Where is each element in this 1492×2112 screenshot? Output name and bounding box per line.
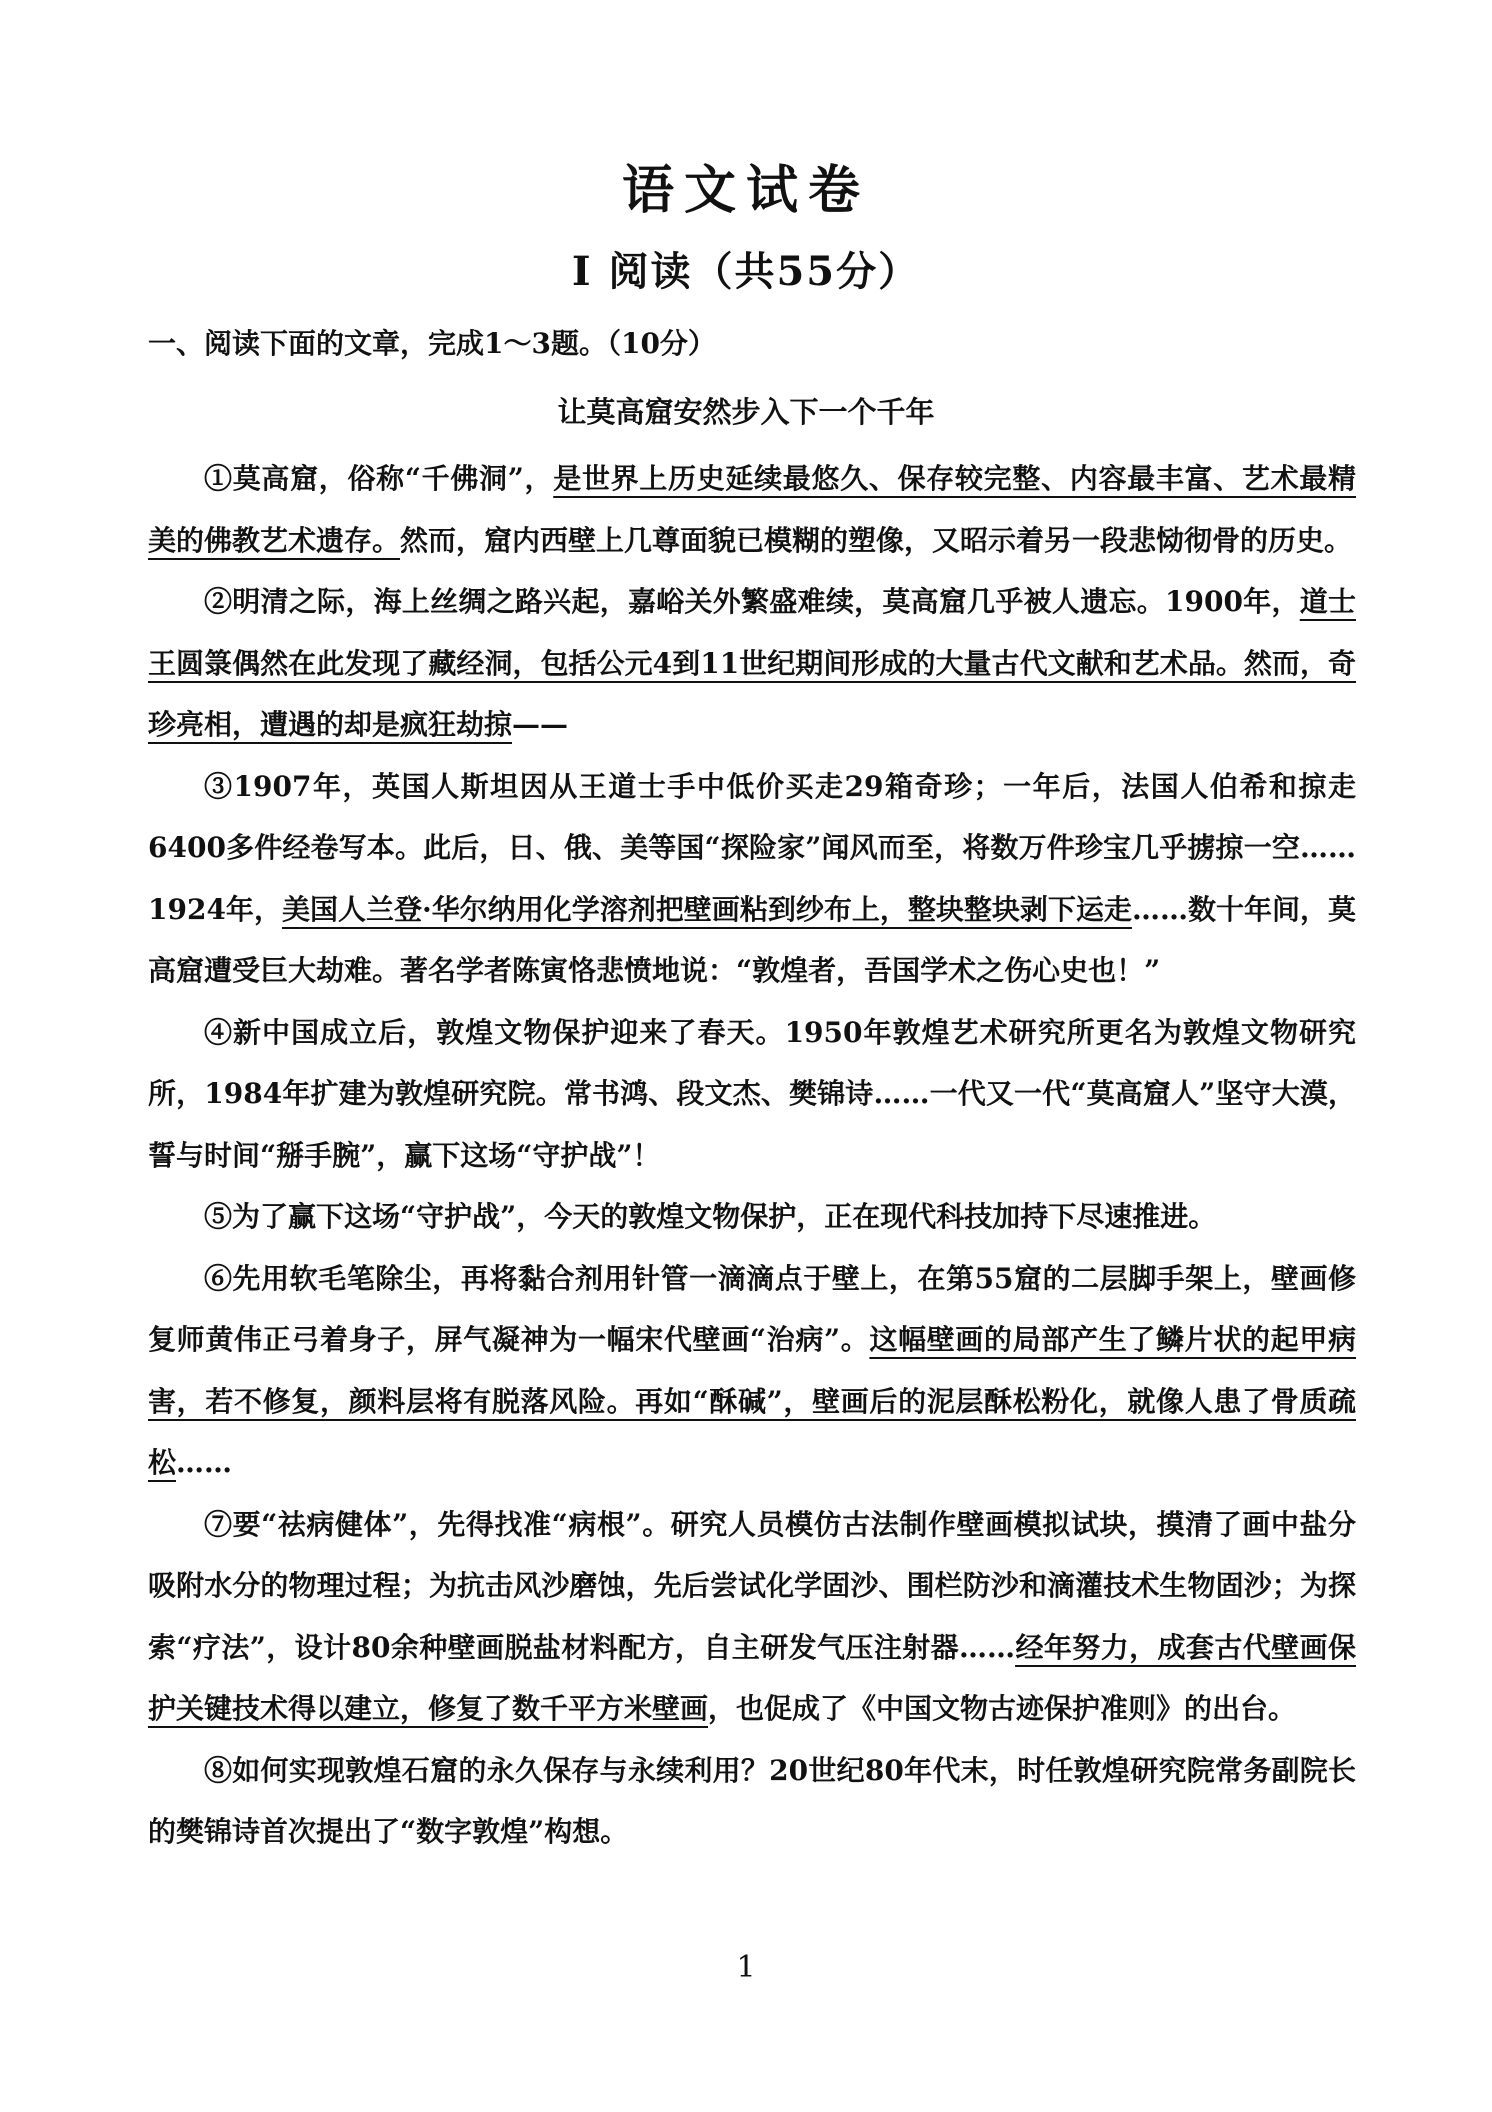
- paragraph-text: ①莫高窟，俗称“千佛洞”，: [204, 462, 554, 495]
- section-title: Ⅰ 阅读（共55分）: [571, 248, 921, 295]
- paragraph-1: [148, 448, 1356, 571]
- paragraph-6: [148, 1248, 1356, 1494]
- paragraph-text: ⑤为了赢下这场“守护战”，今天的敦煌文物保护，正在现代科技加持下尽速推进。: [204, 1200, 1217, 1233]
- article-body: [148, 448, 1356, 1863]
- paragraph-text: ，也促成了《中国文物古迹保护准则》的出台。: [708, 1692, 1297, 1725]
- paragraph-5: [148, 1186, 1356, 1248]
- underlined-text: 道士王圆箓偶然在此发现了藏经洞，包括公元4到11世纪期间形成的大量古代文献和艺术品。然而，奇珍亮相，遭遇的却是疯狂劫掠: [148, 585, 1356, 741]
- paragraph-4: [148, 1002, 1356, 1187]
- paragraph-text: ——: [512, 708, 569, 741]
- underlined-text: 经年努力，成套古代壁画保护关键技术得以建立，修复了数千平方米壁画: [148, 1630, 1356, 1725]
- paragraph-text: ④新中国成立后，敦煌文物保护迎来了春天。1950年敦煌艺术研究所更名为敦煌文物研究所，1984年扩建为敦煌研究院。常书鸿、段文杰、樊锦诗……一代又一代“莫高窟人”坚守大漠，誓与时间“掰手腕”，赢下这场“守护战”！: [148, 1015, 1356, 1172]
- paragraph-7: [148, 1494, 1356, 1740]
- paragraph-text: ⑦要“祛病健体”，先得找准“病根”。研究人员模仿古法制作壁画模拟试块，摸清了画中盐分吸附水分的物理过程；为抗击风沙磨蚀，先后尝试化学固沙、围栏防沙和滴灌技术生物固沙；为探索“疗法”，设计80余种壁画脱盐材料配方，自主研发气压注射器……: [148, 1507, 1356, 1664]
- paragraph-8: [148, 1740, 1356, 1863]
- paragraph-3: [148, 756, 1356, 1002]
- paragraph-text: ⑥先用软毛笔除尘，再将黏合剂用针管一滴滴点于壁上，在第55窟的二层脚手架上，壁画修复师黄伟正弓着身子，屏气凝神为一幅宋代壁画“治病”。: [148, 1261, 1356, 1356]
- article-title: 让莫高窟安然步入下一个千年: [557, 395, 935, 429]
- paragraph-text: 然而，窟内西壁上几尊面貌已模糊的塑像，又昭示着另一段悲恸彻骨的历史。: [400, 523, 1353, 557]
- paragraph-text: ⑧如何实现敦煌石窟的永久保存与永续利用？20世纪80年代末，时任敦煌研究院常务副院长的樊锦诗首次提出了“数字敦煌”构想。: [148, 1753, 1356, 1848]
- paragraph-text: ③1907年，英国人斯坦因从王道士手中低价买走29箱奇珍；一年后，法国人伯希和掠走6400多件经卷写本。此后，日、俄、美等国“探险家”闻风而至，将数万件珍宝几乎掳掠一空……1924年，: [148, 769, 1356, 926]
- exam-title: 语文试卷: [621, 160, 870, 221]
- paragraph-text: ……: [176, 1446, 233, 1479]
- page-number: 1: [736, 1950, 756, 1985]
- paragraph-2: [148, 571, 1356, 756]
- underlined-text: 美国人兰登·华尔纳用化学溶剂把壁画粘到纱布上，整块整块剥下运走: [281, 892, 1132, 926]
- underlined-text: 是世界上历史延续最悠久、保存较完整、内容最丰富、艺术最精美的佛教艺术遗存。: [148, 462, 1356, 557]
- underlined-text: 这幅壁画的局部产生了鳞片状的起甲病害，若不修复，颜料层将有脱落风险。再如“酥碱”，壁画后的泥层酥松粉化，就像人患了骨质疏松: [148, 1323, 1356, 1479]
- question-header: 一、阅读下面的文章，完成1～3题。（10分）: [148, 327, 716, 360]
- paragraph-text: ②明清之际，海上丝绸之路兴起，嘉峪关外繁盛难续，莫高窟几乎被人遗忘。1900年，: [204, 585, 1300, 618]
- paragraph-text: ……数十年间，莫高窟遭受巨大劫难。著名学者陈寅恪悲愤地说：“敦煌者，吾国学术之伤心史也！”: [148, 892, 1356, 987]
